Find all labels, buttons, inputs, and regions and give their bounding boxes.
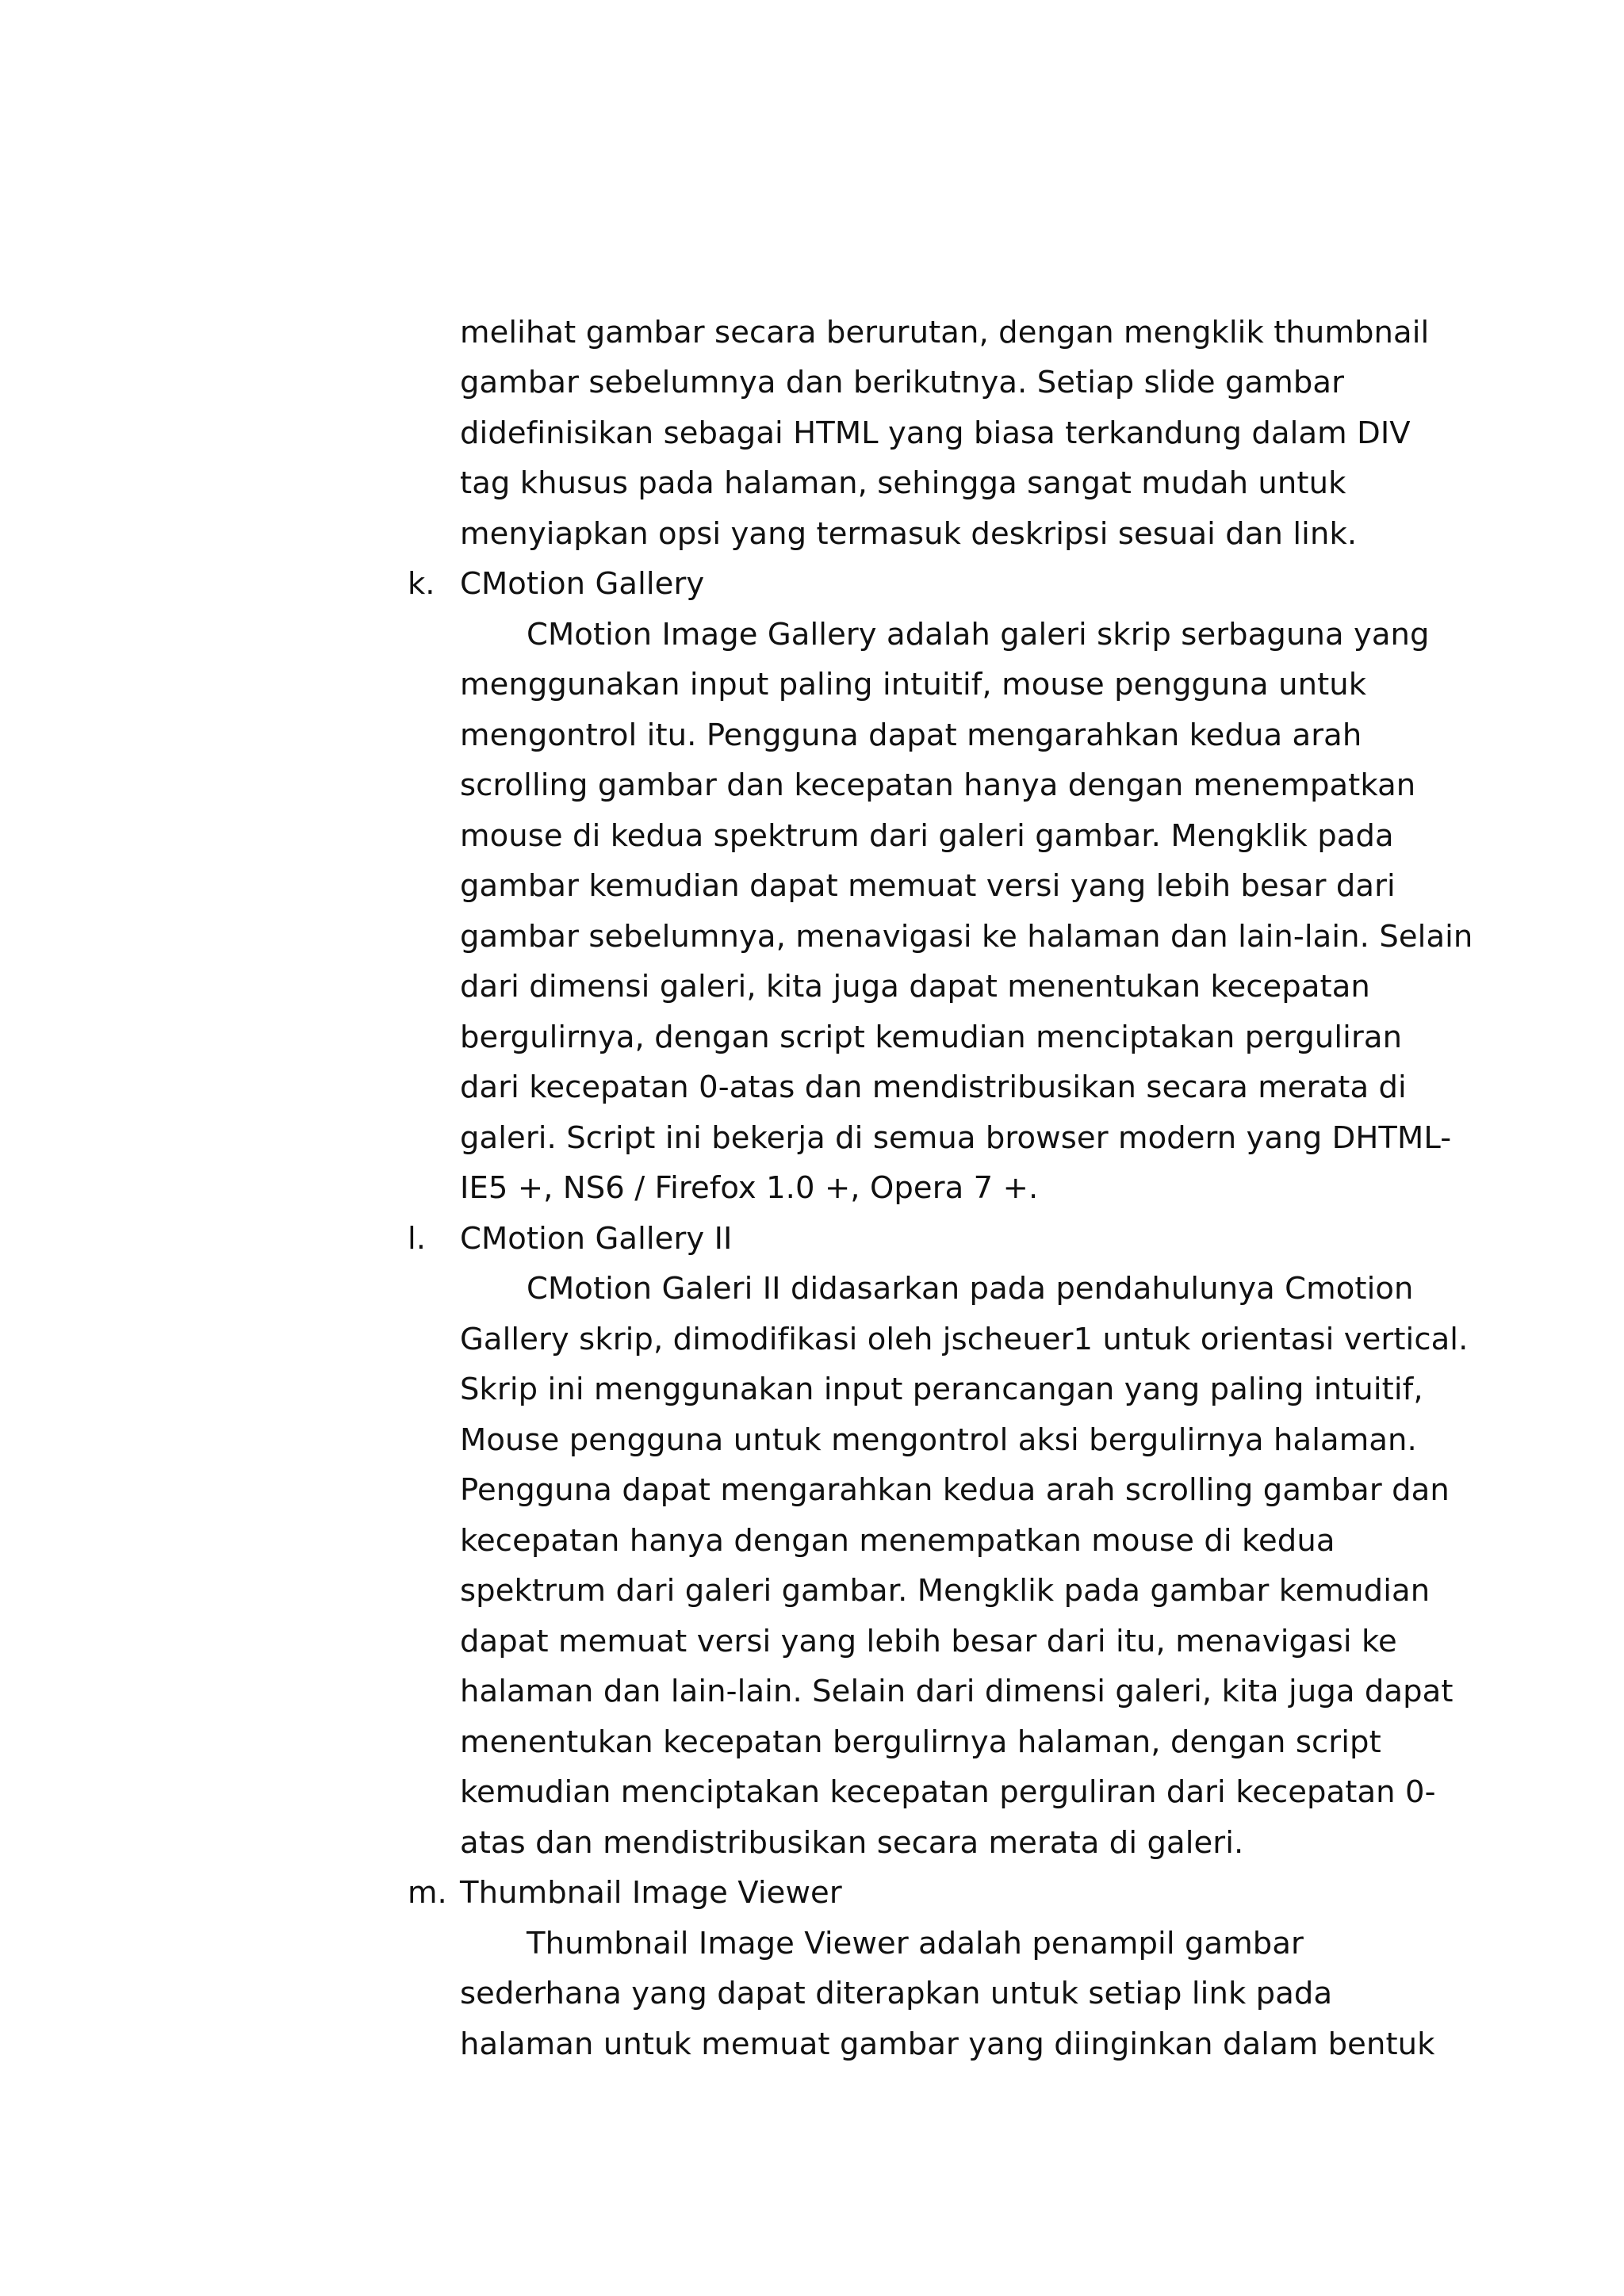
text-line: dari dimensi galeri, kita juga dapat menentukan kecepatan xyxy=(460,969,1370,1004)
list-marker: l. xyxy=(408,1221,426,1257)
item-title: Thumbnail Image Viewer xyxy=(460,1875,842,1911)
text-line: galeri. Script ini bekerja di semua browser modern yang DHTML- xyxy=(460,1120,1452,1156)
text-line: tag khusus pada halaman, sehingga sangat mudah untuk xyxy=(460,465,1346,501)
text-line: bergulirnya, dengan script kemudian menciptakan perguliran xyxy=(460,1020,1403,1055)
text-line: spektrum dari galeri gambar. Mengklik pada gambar kemudian xyxy=(460,1573,1431,1609)
text-line: kemudian menciptakan kecepatan perguliran dari kecepatan 0- xyxy=(460,1774,1436,1810)
list-marker: k. xyxy=(408,566,435,602)
text-line: mengontrol itu. Pengguna dapat mengarahkan kedua arah xyxy=(460,718,1362,753)
text-line: halaman untuk memuat gambar yang diinginkan dalam bentuk xyxy=(460,2026,1435,2062)
text-line: atas dan mendistribusikan secara merata di galeri. xyxy=(460,1825,1244,1861)
text-line: IE5 +, NS6 / Firefox 1.0 +, Opera 7 +. xyxy=(460,1170,1039,1206)
text-line: Thumbnail Image Viewer adalah penampil gambar xyxy=(527,1926,1304,1961)
text-line: gambar sebelumnya dan berikutnya. Setiap slide gambar xyxy=(460,365,1344,400)
text-line: melihat gambar secara berurutan, dengan mengklik thumbnail xyxy=(460,315,1430,350)
text-line: menentukan kecepatan bergulirnya halaman, dengan script xyxy=(460,1724,1381,1760)
text-line: CMotion Image Gallery adalah galeri skrip serbaguna yang xyxy=(527,617,1430,652)
text-line: dapat memuat versi yang lebih besar dari itu, menavigasi ke xyxy=(460,1624,1397,1659)
text-line: didefinisikan sebagai HTML yang biasa terkandung dalam DIV xyxy=(460,415,1411,451)
item-title: CMotion Gallery II xyxy=(460,1221,733,1257)
text-line: mouse di kedua spektrum dari galeri gambar. Mengklik pada xyxy=(460,818,1394,854)
text-line: sederhana yang dapat diterapkan untuk setiap link pada xyxy=(460,1976,1333,2011)
text-line: halaman dan lain-lain. Selain dari dimensi galeri, kita juga dapat xyxy=(460,1674,1454,1709)
text-line: Skrip ini menggunakan input perancangan yang paling intuitif, xyxy=(460,1372,1423,1407)
text-line: gambar kemudian dapat memuat versi yang lebih besar dari xyxy=(460,868,1396,904)
list-marker: m. xyxy=(408,1875,447,1911)
text-line: Pengguna dapat mengarahkan kedua arah scrolling gambar dan xyxy=(460,1472,1450,1508)
text-line: dari kecepatan 0-atas dan mendistribusikan secara merata di xyxy=(460,1070,1407,1105)
text-line: Mouse pengguna untuk mengontrol aksi bergulirnya halaman. xyxy=(460,1422,1417,1458)
text-line: gambar sebelumnya, menavigasi ke halaman dan lain-lain. Selain xyxy=(460,919,1473,955)
text-line: CMotion Galeri II didasarkan pada pendahulunya Cmotion xyxy=(527,1271,1414,1307)
text-line: scrolling gambar dan kecepatan hanya dengan menempatkan xyxy=(460,767,1416,803)
text-line: menyiapkan opsi yang termasuk deskripsi sesuai dan link. xyxy=(460,516,1358,552)
text-line: menggunakan input paling intuitif, mouse pengguna untuk xyxy=(460,667,1367,702)
text-line: kecepatan hanya dengan menempatkan mouse di kedua xyxy=(460,1523,1335,1559)
item-title: CMotion Gallery xyxy=(460,566,705,602)
text-line: Gallery skrip, dimodifikasi oleh jscheuer1 untuk orientasi vertical. xyxy=(460,1322,1469,1357)
